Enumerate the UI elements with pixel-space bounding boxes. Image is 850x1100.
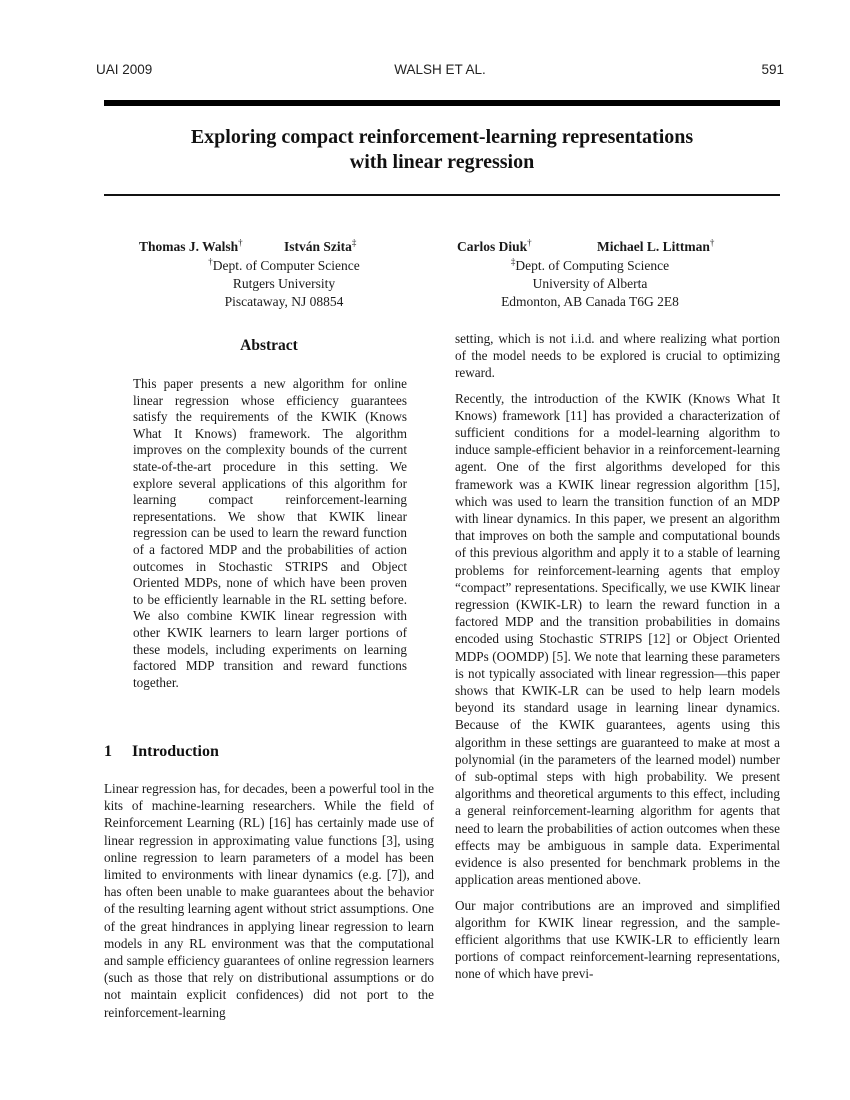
title-line-1: Exploring compact reinforcement-learning representations	[190, 126, 694, 148]
abstract-body	[133, 376, 407, 691]
intro-paragraph: setting, which is not i.i.d. and where realizing what portion of the model needs to be explored is crucial to optimizing reward.	[455, 331, 780, 381]
running-head	[96, 62, 784, 80]
paper-title	[104, 125, 780, 175]
title-bottom-rule	[104, 194, 780, 196]
conference-label: UAI 2009	[96, 62, 153, 77]
abstract-paragraph: This paper presents a new algorithm for online linear regression whose efficiency guarantees satisfy the requirements of the KWIK (Knows What It Knows) framework. The algorithm improves on the complexity bounds of the current state-of-the-art procedure in this setting. We explore several applications of this algorithm for learning compact reinforcement-learning representations. We show that KWIK linear regression can be used to learn the reward function of a factored MDP and the probabilities of action outcomes in Stochastic STRIPS and Object Oriented MDPs, none of which have been proven to be efficiently learnable in the RL setting before. We also combine KWIK linear regression with other KWIK learners to learn larger portions of these models, including experiments on learning factored MDP transition and reward functions together.	[133, 376, 407, 690]
affiliation-alberta: ‡Dept. of Computing Science University of Alberta Edmonton, AB Canada T6G 2E8	[501, 256, 679, 309]
running-authors: WALSH ET AL.	[394, 62, 486, 77]
top-rule	[104, 100, 780, 106]
intro-paragraph: Recently, the introduction of the KWIK (Knows What It Knows) framework [11] has provided a characterization of sufficient conditions for a model-learning algorithm to induce sample-efficient behavior in a reinforcement-learning agent. One of the first algorithms developed for this framework was a KWIK linear regression algorithm [15], which was used to learn the transition function of an MDP with linear dynamics. In this paper, we present an algorithm that improves on both the sample and computational bounds of this previous algorithm and apply it to a stable of learning problems for reinforcement-learning agents that employ “compact” representations. Specifically, we use KWIK linear regression (KWIK-LR) to learn the reward function in a factored MDP and the transition probabilities in domains encoded using Stochastic STRIPS [12] or Object Oriented MDPs (OOMDP) [5]. We note that learning these parameters is not typically associated with linear regression—this paper shows that KWIK-LR can be used to help learn models beyond its standard usage in learning linear dynamics. Because of the KWIK guarantees, agents using this algorithm in these settings are guaranteed to make at most a polynomial (in the parameters of the learned model) number of sub-optimal steps with high probability. We present algorithms and theoretical arguments to this effect, including a general reinforcement-learning algorithm for agents that need to learn the probabilities of action outcomes when these effects may be ambiguous in sample data. Experimental evidence is also presented for benchmark problems in the application areas mentioned above.	[455, 390, 780, 888]
abstract-heading: Abstract	[240, 337, 298, 354]
author-name: István Szita‡	[284, 237, 357, 254]
author-name: Michael L. Littman†	[597, 237, 715, 254]
intro-left-column	[104, 780, 434, 1021]
section-title: Introduction	[132, 743, 219, 760]
author-name: Carlos Diuk†	[457, 237, 532, 254]
title-line-2: with linear regression	[349, 151, 535, 173]
intro-paragraph: Our major contributions are an improved and simplified algorithm for KWIK linear regression, and the sample-efficient algorithms that use KWIK-LR to efficiently learn portions of compact reinforcement-learning representations, none of which have previ-	[455, 897, 780, 982]
author-name: Thomas J. Walsh†	[139, 237, 243, 254]
intro-paragraph: Linear regression has, for decades, been a powerful tool in the kits of machine-learning researchers. While the field of Reinforcement Learning (RL) [16] has certainly made use of linear regression in approximating value functions [3], using online regression to learn parameters of a model has been limited to environments with linear dynamics (e.g. [7]), and has often been unable to make guarantees about the behavior of the resulting learning agent without strict assumptions. One of the great hindrances in applying linear regression to learn models in any RL environment was that the computational and sample efficiency guarantees of online regression learners (such as those that rely on distributional assumptions or do not maintain explicit confidences) did not port to the reinforcement-learning	[104, 781, 434, 1020]
section-heading-introduction	[104, 743, 219, 761]
section-number: 1	[104, 743, 112, 760]
page-number: 591	[761, 62, 784, 77]
affiliation-rutgers: †Dept. of Computer Science Rutgers University Piscataway, NJ 08854	[208, 256, 360, 309]
intro-right-column	[455, 330, 780, 983]
